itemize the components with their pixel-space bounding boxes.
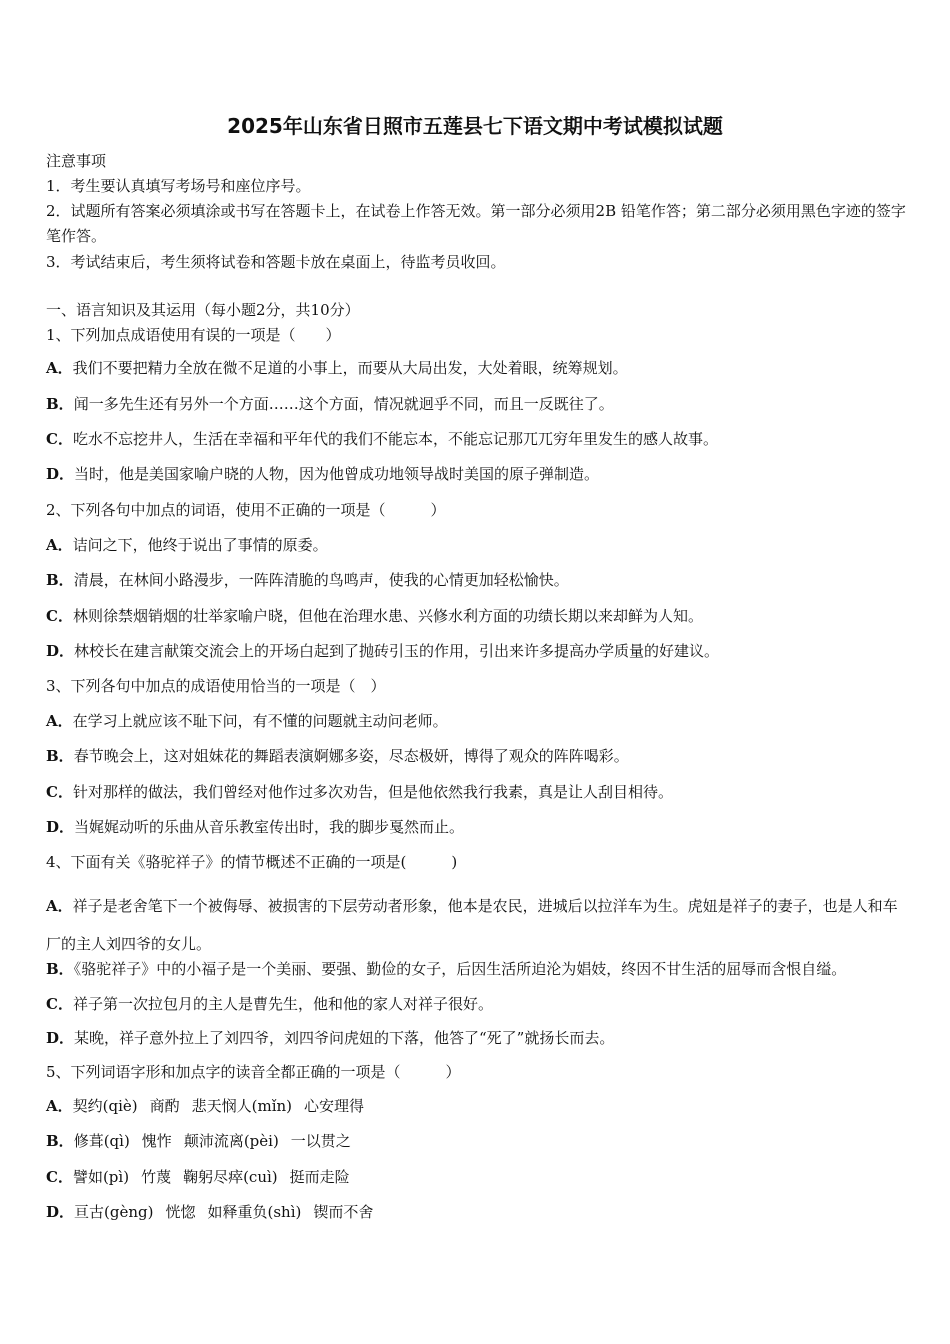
option-text: 《骆驼祥子》中的小福子是一个美丽、要强、勤俭的女子，后因生活所迫沦为娼妓，终因不甘生活的屈辱而含恨自缢。	[73, 960, 847, 978]
page-title: 2025年山东省日照市五莲县七下语文期中考试模拟试题	[227, 114, 723, 138]
notice-heading: 注意事项	[46, 152, 107, 170]
option-row	[46, 357, 628, 379]
option-row	[46, 393, 614, 415]
option-word: 竹蔑	[141, 1168, 172, 1186]
option-text: 当娓娓动听的乐曲从音乐教室传出时，我的脚步戛然而止。	[74, 818, 465, 836]
option-word: 颠沛流离(pèi)	[183, 1132, 279, 1150]
option-label: C．	[46, 995, 73, 1013]
question-stem: 3、下列各句中加点的成语使用恰当的一项是（ ）	[46, 677, 386, 695]
option-label: A．	[46, 359, 73, 377]
option-word: 悲天悯人(mǐn)	[191, 1097, 293, 1115]
question-stem: 1、下列加点成语使用有误的一项是（ ）	[46, 326, 341, 344]
option-label: D．	[46, 465, 75, 483]
option-label: B．	[46, 1132, 74, 1150]
question-stem: 2、下列各句中加点的词语，使用不正确的一项是（ ）	[46, 501, 446, 519]
option-row	[46, 569, 569, 591]
option-word: 心安理得	[304, 1097, 365, 1115]
notice-item-1: 1．考生要认真填写考场号和座位序号。	[46, 177, 311, 195]
option-text: 针对那样的做法，我们曾经对他作过多次劝告，但是他依然我行我素，真是让人刮目相待。	[72, 783, 673, 801]
option-row	[46, 1095, 376, 1117]
option-label: A．	[46, 536, 73, 554]
option-text: 春节晚会上，这对姐妹花的舞蹈表演婀娜多姿，尽态极妍，博得了观众的阵阵喝彩。	[73, 747, 629, 765]
option-text: 清晨，在林间小路漫步，一阵阵清脆的鸟鸣声，使我的心情更加轻松愉快。	[73, 571, 569, 589]
option-word: 一以贯之	[290, 1132, 351, 1150]
question-stem: 5、下列词语字形和加点字的读音全都正确的一项是（ ）	[46, 1063, 461, 1081]
option-word: 锲而不舍	[313, 1203, 374, 1221]
option-word: 商酌	[149, 1097, 180, 1115]
option-text: 诘问之下，他终于说出了事情的原委。	[72, 536, 328, 554]
option-label: C．	[46, 1168, 73, 1186]
option-row	[46, 640, 719, 662]
option-word: 亘古(gèng)	[74, 1203, 154, 1221]
option-row	[46, 887, 908, 963]
option-text: 祥子第一次拉包月的主人是曹先生，他和他的家人对祥子很好。	[72, 995, 493, 1013]
option-label: A．	[46, 712, 73, 730]
option-text: 闻一多先生还有另外一个方面……这个方面，情况就迥乎不同，而且一反既往了。	[73, 395, 614, 413]
option-label: B．	[46, 960, 74, 978]
option-row	[46, 428, 718, 450]
option-text: 在学习上就应该不耻下问，有不懂的问题就主动问老师。	[72, 712, 448, 730]
option-row	[46, 1027, 614, 1049]
option-text: 当时，他是美国家喻户晓的人物，因为他曾成功地领导战时美国的原子弹制造。	[74, 465, 600, 483]
option-word: 譬如(pì)	[72, 1168, 130, 1186]
option-word: 愧怍	[141, 1132, 172, 1150]
option-text: 林校长在建言献策交流会上的开场白起到了抛砖引玉的作用，引出来许多提高办学质量的好建议。	[74, 642, 720, 660]
notice-item-2: 2．试题所有答案必须填涂或书写在答题卡上，在试卷上作答无效。第一部分必须用2B 铅笔作答；第二部分必须用黑色字迹的签字笔作答。	[46, 202, 906, 245]
option-word: 鞠躬尽瘁(cuì)	[183, 1168, 278, 1186]
option-row	[46, 605, 703, 627]
option-row	[46, 710, 448, 732]
option-label: B．	[46, 395, 74, 413]
section-heading: 一、语言知识及其运用（每小题2分，共10分）	[46, 301, 360, 319]
option-label: D．	[46, 1029, 75, 1047]
option-label: D．	[46, 1203, 75, 1221]
option-text: 吃水不忘挖井人，生活在幸福和平年代的我们不能忘本，不能忘记那兀兀穷年里发生的感人故事。	[72, 430, 718, 448]
option-label: A．	[46, 897, 73, 915]
option-row	[46, 958, 846, 980]
option-label: B．	[46, 571, 74, 589]
option-text: 林则徐禁烟销烟的壮举家喻户晓，但他在治理水患、兴修水利方面的功绩长期以来却鲜为人知。	[72, 607, 703, 625]
option-row	[46, 534, 328, 556]
option-label: C．	[46, 783, 73, 801]
option-word: 如释重负(shì)	[207, 1203, 302, 1221]
option-label: D．	[46, 642, 75, 660]
option-word: 契约(qiè)	[72, 1097, 138, 1115]
option-label: D．	[46, 818, 75, 836]
option-label: C．	[46, 607, 73, 625]
option-word: 挺而走险	[289, 1168, 350, 1186]
option-text: 我们不要把精力全放在微不足道的小事上，而要从大局出发，大处着眼，统筹规划。	[72, 359, 628, 377]
option-word: 修葺(qì)	[73, 1132, 130, 1150]
option-label: A．	[46, 1097, 73, 1115]
option-row	[46, 1166, 362, 1188]
option-row	[46, 745, 629, 767]
option-label: B．	[46, 747, 74, 765]
option-row	[46, 1201, 385, 1223]
option-label: C．	[46, 430, 73, 448]
option-row	[46, 781, 673, 803]
option-row	[46, 993, 493, 1015]
option-word: 恍惚	[165, 1203, 196, 1221]
question-stem: 4、下面有关《骆驼祥子》的情节概述不正确的一项是( )	[46, 853, 458, 871]
option-row	[46, 1130, 363, 1152]
option-text: 祥子是老舍笔下一个被侮辱、被损害的下层劳动者形象，他本是农民，进城后以拉洋车为生。虎妞是祥子的妻子，也是人和车厂的主人刘四爷的女儿。	[46, 897, 898, 953]
option-row	[46, 463, 599, 485]
notice-item-3: 3．考试结束后，考生须将试卷和答题卡放在桌面上，待监考员收回。	[46, 253, 506, 271]
option-row	[46, 816, 464, 838]
option-text: 某晚，祥子意外拉上了刘四爷，刘四爷问虎妞的下落，他答了“死了”就扬长而去。	[74, 1029, 615, 1047]
